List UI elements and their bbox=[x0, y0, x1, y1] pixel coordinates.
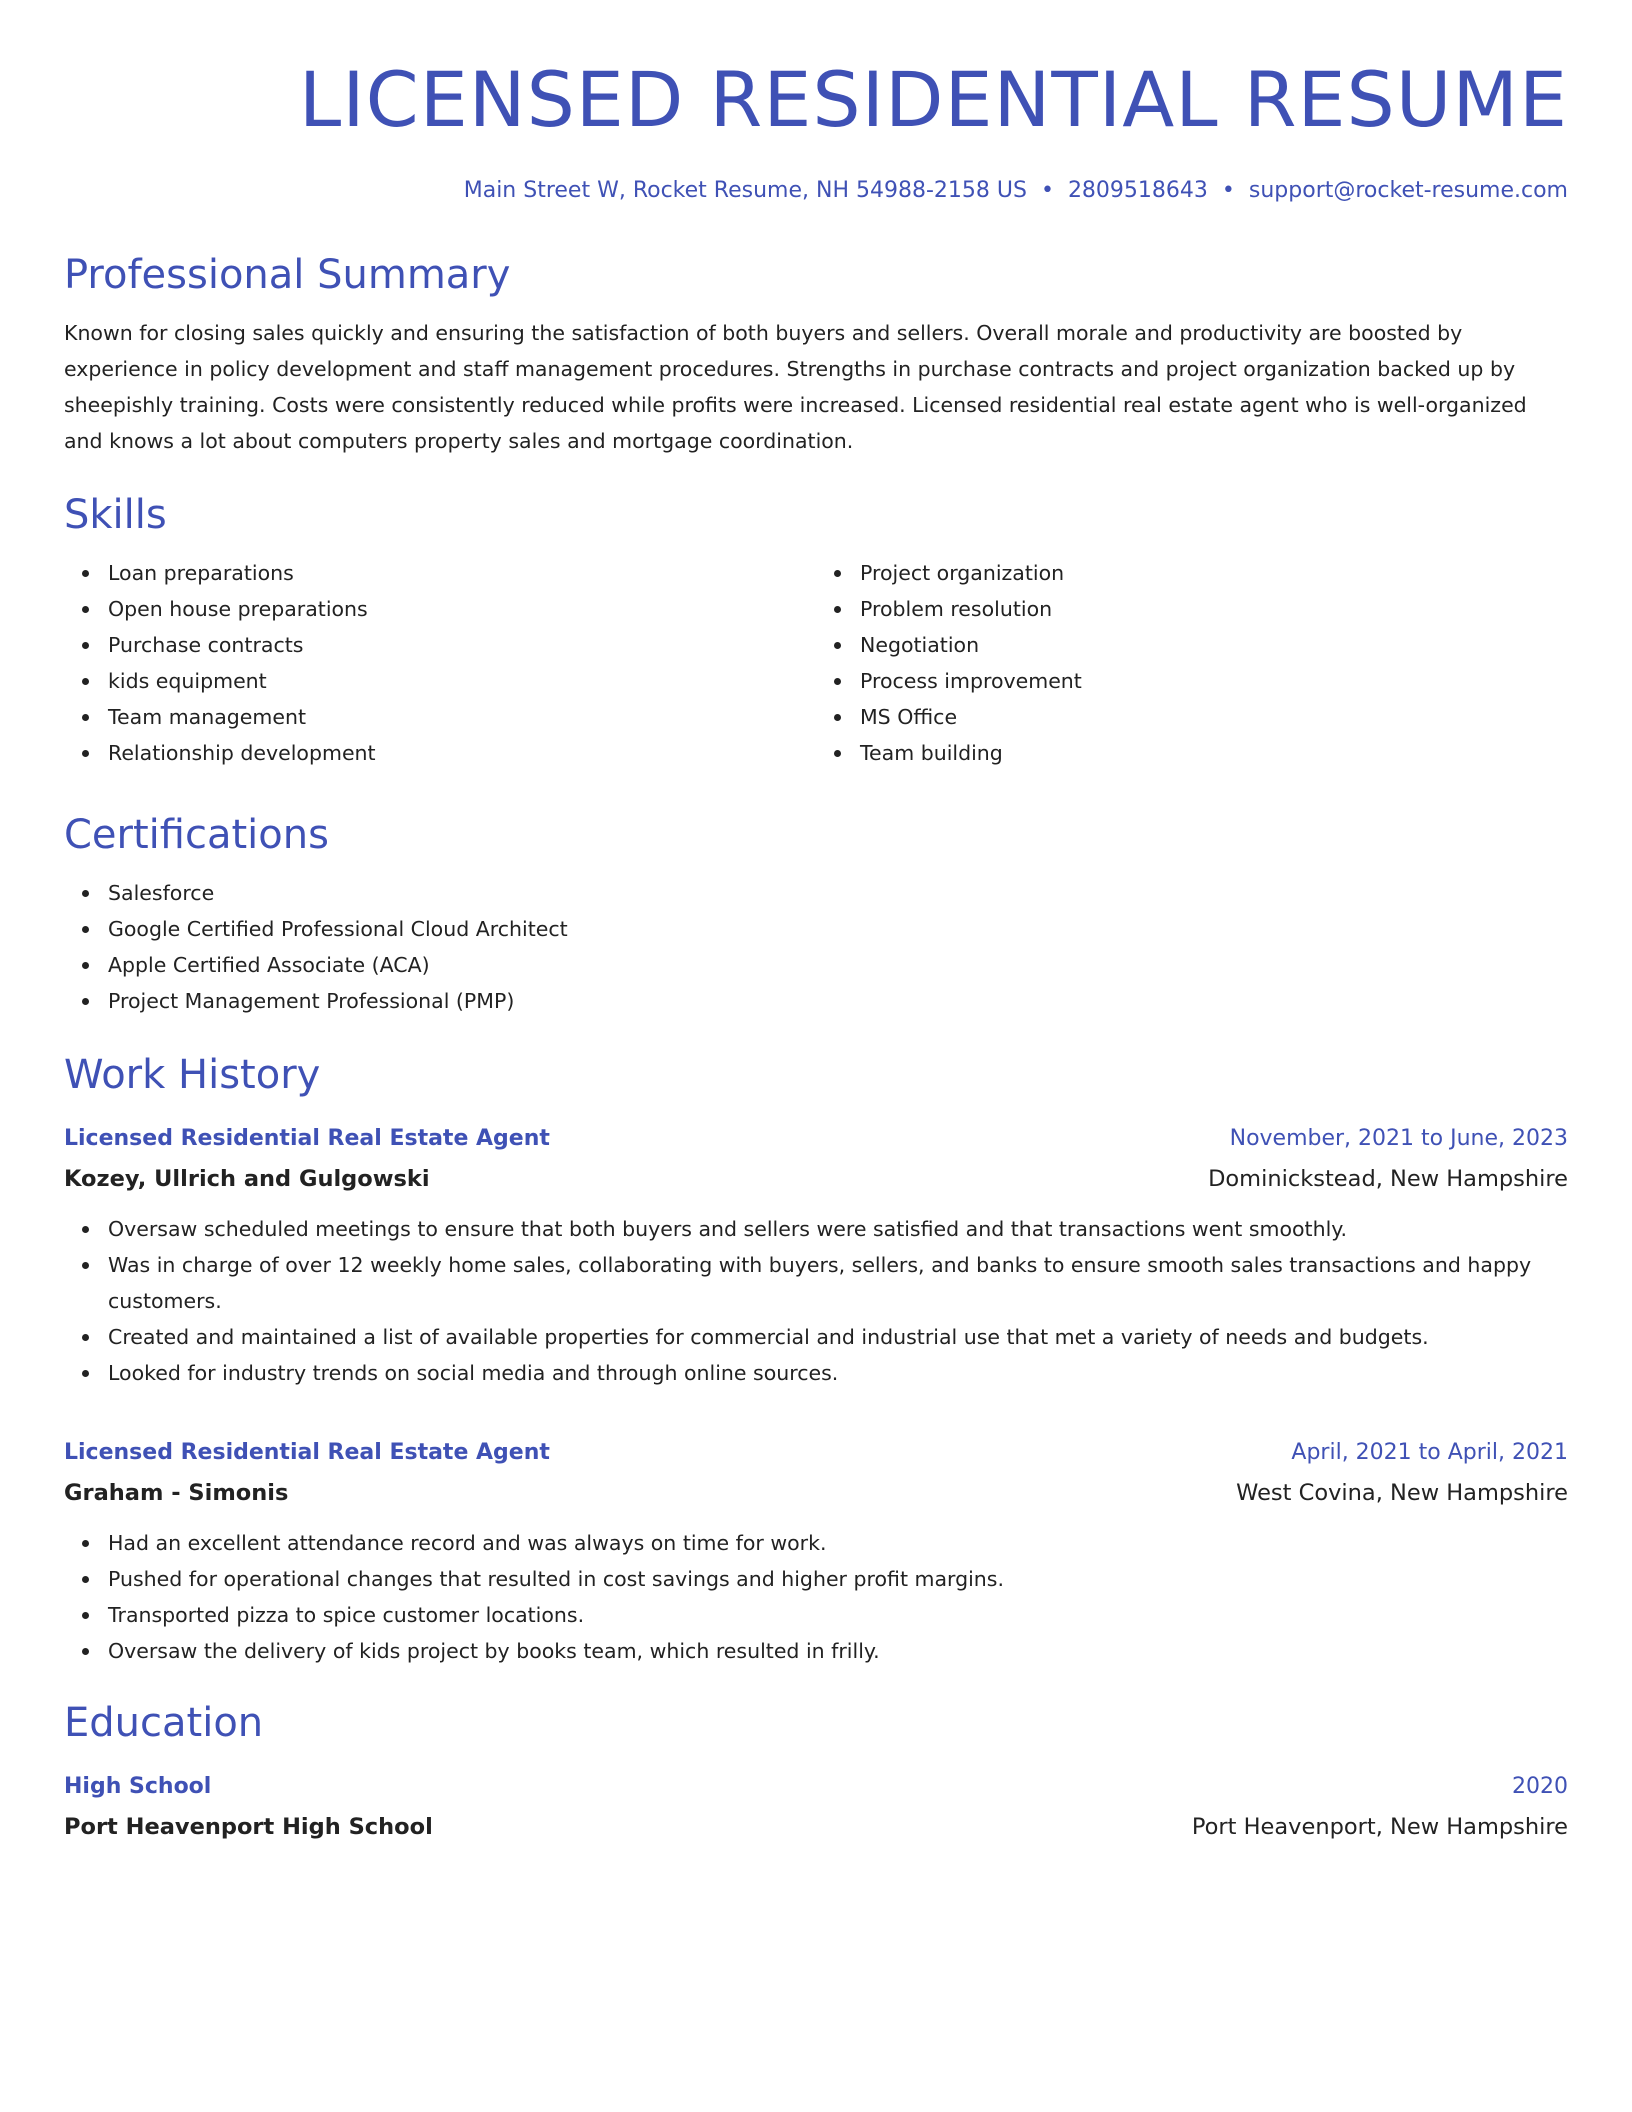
job-bullet: Was in charge of over 12 weekly home sales, collaborating with buyers, sellers, and banks to ensure smooth sales transactions and happy customers. bbox=[108, 1247, 1568, 1319]
job-entry bbox=[64, 1119, 1568, 1391]
job-bullet: Had an excellent attendance record and was always on time for work. bbox=[108, 1525, 1568, 1561]
job-location: Dominickstead, New Hampshire bbox=[1208, 1166, 1568, 1192]
skills-list bbox=[64, 555, 1568, 771]
skill-item: Negotiation bbox=[860, 627, 1568, 663]
job-company-row bbox=[64, 1159, 1568, 1199]
contact-phone: 2809518643 bbox=[1067, 178, 1208, 203]
education-school: Port Heavenport High School bbox=[64, 1814, 433, 1840]
skill-item: Team management bbox=[108, 699, 816, 735]
job-header-row bbox=[64, 1433, 1568, 1473]
job-location: West Covina, New Hampshire bbox=[1236, 1480, 1568, 1506]
job-bullet: Created and maintained a list of available properties for commercial and industrial use that met a variety of needs and budgets. bbox=[108, 1319, 1568, 1355]
job-bullet: Oversaw the delivery of kids project by books team, which resulted in frilly. bbox=[108, 1633, 1568, 1669]
contact-line bbox=[64, 178, 1568, 203]
job-bullet: Oversaw scheduled meetings to ensure that both buyers and sellers were satisfied and that transactions went smoothly. bbox=[108, 1211, 1568, 1247]
education-header-row bbox=[64, 1767, 1568, 1807]
section-title-education: Education bbox=[64, 1700, 264, 1746]
job-bullet: Pushed for operational changes that resulted in cost savings and higher profit margins. bbox=[108, 1561, 1568, 1597]
skill-item: Open house preparations bbox=[108, 591, 816, 627]
section-title-certifications: Certifications bbox=[64, 812, 329, 858]
skill-item: Problem resolution bbox=[860, 591, 1568, 627]
resume-title: LICENSED RESIDENTIAL RESUME bbox=[298, 55, 1568, 144]
education-location: Port Heavenport, New Hampshire bbox=[1191, 1814, 1568, 1840]
skill-item: Purchase contracts bbox=[108, 627, 816, 663]
job-bullet: Looked for industry trends on social media and through online sources. bbox=[108, 1355, 1568, 1391]
summary-text: Known for closing sales quickly and ensuring the satisfaction of both buyers and sellers. Overall morale and productivity are boosted by experience in policy development and staff management procedures. Strengths in purchase contracts and project organization backed up by sheepishly training. Costs were consistently reduced while profits were increased. Licensed residential real estate agent who is well-organized and knows a lot about computers property sales and mortgage coordination. bbox=[64, 321, 1527, 453]
skill-item: Process improvement bbox=[860, 663, 1568, 699]
job-company: Kozey, Ullrich and Gulgowski bbox=[64, 1166, 430, 1192]
skill-item: kids equipment bbox=[108, 663, 816, 699]
skill-item: Relationship development bbox=[108, 735, 816, 771]
education-entry bbox=[64, 1767, 1568, 1847]
contact-separator: • bbox=[1040, 178, 1054, 203]
skills-column-left bbox=[64, 555, 816, 771]
skill-item: Loan preparations bbox=[108, 555, 816, 591]
job-title: Licensed Residential Real Estate Agent bbox=[64, 1126, 550, 1151]
certifications-list bbox=[64, 875, 1568, 1019]
job-company-row bbox=[64, 1473, 1568, 1513]
job-header-row bbox=[64, 1119, 1568, 1159]
education-school-row bbox=[64, 1807, 1568, 1847]
education-year: 2020 bbox=[1512, 1774, 1568, 1799]
certification-item: Google Certified Professional Cloud Architect bbox=[108, 911, 1568, 947]
contact-separator: • bbox=[1221, 178, 1235, 203]
contact-address: Main Street W, Rocket Resume, NH 54988-2158 US bbox=[463, 178, 1027, 203]
job-bullet: Transported pizza to spice customer locations. bbox=[108, 1597, 1568, 1633]
job-dates: April, 2021 to April, 2021 bbox=[1291, 1440, 1568, 1465]
section-title-skills: Skills bbox=[64, 492, 167, 538]
section-title-summary: Professional Summary bbox=[64, 252, 511, 298]
job-company: Graham - Simonis bbox=[64, 1480, 289, 1506]
job-entry bbox=[64, 1433, 1568, 1669]
education-degree: High School bbox=[64, 1774, 212, 1799]
job-dates: November, 2021 to June, 2023 bbox=[1229, 1126, 1568, 1151]
skill-item: Team building bbox=[860, 735, 1568, 771]
job-bullets bbox=[64, 1211, 1568, 1391]
skills-column-right bbox=[816, 555, 1568, 771]
certification-item: Project Management Professional (PMP) bbox=[108, 983, 1568, 1019]
skill-item: Project organization bbox=[860, 555, 1568, 591]
resume-header bbox=[64, 0, 1568, 203]
certification-item: Salesforce bbox=[108, 875, 1568, 911]
certification-item: Apple Certified Associate (ACA) bbox=[108, 947, 1568, 983]
job-title: Licensed Residential Real Estate Agent bbox=[64, 1440, 550, 1465]
job-bullets bbox=[64, 1525, 1568, 1669]
contact-email: support@rocket-resume.com bbox=[1248, 178, 1568, 203]
skill-item: MS Office bbox=[860, 699, 1568, 735]
section-title-work-history: Work History bbox=[64, 1052, 321, 1098]
